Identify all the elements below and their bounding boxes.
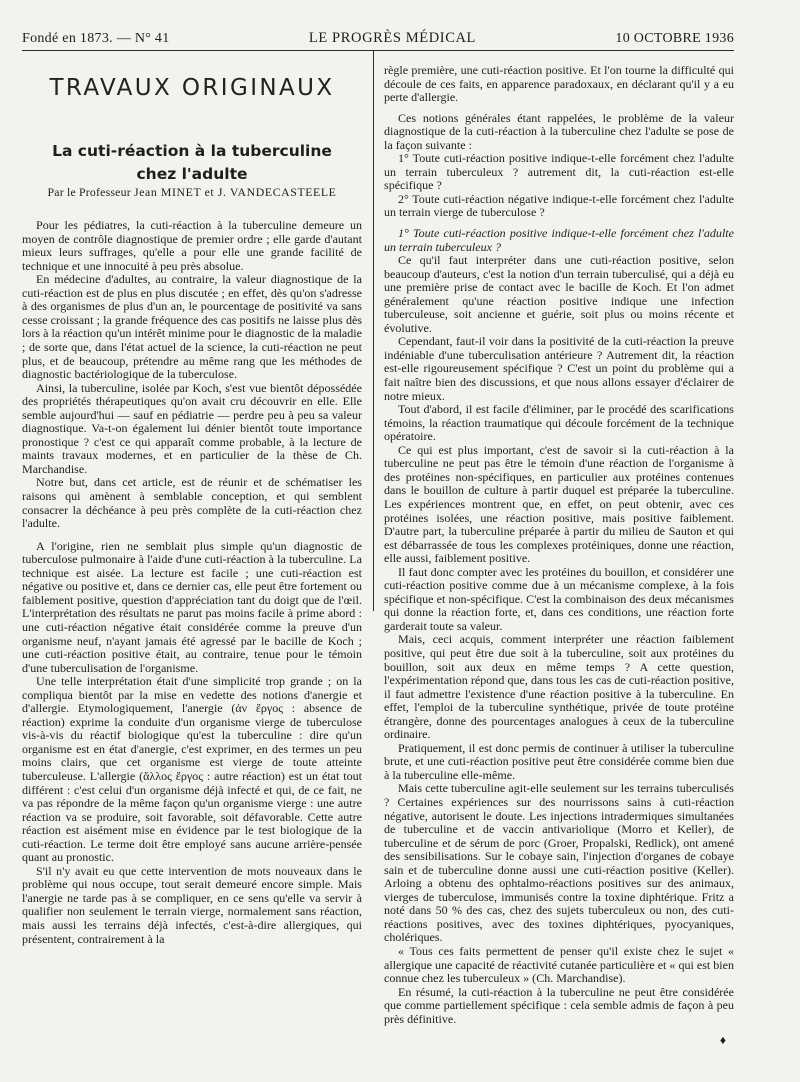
quotation: « Tous ces faits permettent de penser qu'il existe chez le sujet « allergique une capacité de réactivité cutanée particulière et « qui est bien connue chez les tuberculeux » (Ch. Marchandise). xyxy=(384,944,734,986)
question-1: 1° Toute cuti-réaction positive indique-t-elle forcément chez l'adulte un terrain tuberculeux ? autrement dit, la cuti-réaction est-elle spécifique ? xyxy=(384,151,734,193)
paragraph: Mais, ceci acquis, comment interpréter une réaction faiblement positive, qui peut être due soit à la tuberculine, soit aux protéines du bouillon, soit aux deux en même temps ? A cette question, l'expérimentation répond que, dans tous les cas de cuti-réaction positive, il faut admettre l'existence d'une réaction positive à la tuberculine. En effet, l'emploi de la tuberculine synthétique, privée de toute protéine étrangère, donne des pourcentages analogues à ceux de la tuberculine ordinaire. xyxy=(384,632,734,742)
left-body xyxy=(22,219,362,946)
paragraph: Notre but, dans cet article, est de réunir et de schématiser les raisons qui amènent à semblable conception, et qui semblent consacrer la déchéance à peu près complète de la cuti-réaction chez l'adulte. xyxy=(22,475,362,531)
title-line-1: La cuti-réaction à la tuberculine xyxy=(52,141,332,160)
issue-date: 10 OCTOBRE 1936 xyxy=(615,31,734,46)
right-column xyxy=(384,64,734,1048)
paragraph: En médecine d'adultes, au contraire, la valeur diagnostique de la cuti-réaction est de plus en plus discutée ; en effet, dès qu'on s'adresse à des organismes de plus d'un an, le pourcentage de positivité va sans cesse croissant ; la grande fréquence des cas positifs ne laisse plus dès lors à la réaction qu'un intérêt minime pour le diagnostic de la maladie ; de sorte que, dans l'état actuel de la science, la cuti-réaction ne peut plus, et de beaucoup, prétendre au même rang que les méthodes de diagnostic bactériologique de la tuberculose. xyxy=(22,272,362,382)
paragraph: Il faut donc compter avec les protéines du bouillon, et considérer une cuti-réaction positive comme due à un mécanisme complexe, à la fois spécifique et non-spécifique. C'est la combinaison des deux mécanismes qui donne la réaction forte, et, dans ces conditions, une réaction forte garderait toute sa valeur. xyxy=(384,564,734,633)
column-rule xyxy=(373,51,374,611)
article-title xyxy=(22,140,362,186)
title-line-2: chez l'adulte xyxy=(136,164,248,183)
paragraph: En résumé, la cuti-réaction à la tuberculine ne peut être considérée que comme partiellement spécifique : cela semble admis de façon à peu près définitive. xyxy=(384,984,734,1026)
journal-title: LE PROGRÈS MÉDICAL xyxy=(308,30,477,46)
subheading-question-1: 1° Toute cuti-réaction positive indique-t-elle forcément chez l'adulte un terrain tuberculeux ? xyxy=(384,226,734,254)
paragraph: Tout d'abord, il est facile d'éliminer, par le procédé des scarifications témoins, la réaction traumatique qui découle forcément de la technique opératoire. xyxy=(384,402,734,444)
paragraph: Ainsi, la tuberculine, isolée par Koch, s'est vue bientôt dépossédée des propriétés thérapeutiques qu'on avait cru découvrir en elle. Elle semble aujourd'hui — sauf en pédiatrie — perdre peu à peu sa valeur diagnostique. Va-t-on également lui dénier bientôt toute importance pronostique ? c'est ce qui apparaît comme probable, à la lecture de maints travaux modernes, et en particulier de la thèse de Ch. Marchandise. xyxy=(22,380,362,476)
left-column xyxy=(22,64,362,946)
section-heading: TRAVAUX ORIGINAUX xyxy=(49,75,335,101)
running-head xyxy=(22,30,734,47)
paragraph: S'il n'y avait eu que cette intervention de mots nouveaux dans le problème qui nous occupe, tout serait demeuré encore simple. Mais l'anergie ne tarde pas à se compliquer, en ce sens qu'elle va servir à qualifier non seulement le terrain vierge, normalement sans réaction, mais aussi les terrains déjà infectés, c'est-à-dire allergiques, qui présentent, contrairement à la xyxy=(22,863,362,946)
paragraph: Mais cette tuberculine agit-elle seulement sur les terrains tuberculisés ? Certaines expériences sur des nourrissons sains à cuti-réaction négative, autorisent le doute. Les injections intradermiques simultanées de tuberculine et de vaccin antivariolique (Morro et Keller), de tuberculine et de sérum de porc (Groer, Propalski, Redlick), ont amené des sensibilisations. Sur le cobaye sain, l'injection d'organes de cobaye sain et de tuberculine donne aussi une cuti-réaction positive (Keller). Arloing a obtenu des ophtalmo-réactions positives sur des animaux, vierges de tuberculose, immunisés contre la toxine diphtérique. Fritz a noté dans 50 % des cas, chez des sujets tuberculeux ou non, des cuti-réactions positives, avec des toxines diphtériques, pyocyaniques, cholériques. xyxy=(384,781,734,945)
paragraph: Cependant, faut-il voir dans la positivité de la cuti-réaction la preuve indéniable d'une tuberculisation antérieure ? Autrement dit, la réaction est-elle rigoureusement spécifique ? C'est un point du problème qui a fait naître bien des discussions, et que nous allons essayer d'éclairer de notre mieux. xyxy=(384,334,734,403)
byline-prefix: Par le Professeur xyxy=(47,184,131,199)
header-rule xyxy=(22,50,734,51)
paragraph: Une telle interprétation était d'une simplicité trop grande ; on la compliqua bientôt par la mise en vedette des notions d'anergie et d'allergie. Etymologiquement, l'anergie (ἀν ἔργος : absence de réaction) exprime la conduite d'un organisme vierge de tuberculose vis-à-vis du réactif biologique qu'est la tuberculine : dire qu'un organisme est en état d'anergie, c'est exprimer, en des termes un peu moins clairs, que cet organisme est vierge de toute atteinte tuberculeuse. L'allergie (ἄλλος ἔργος : autre réaction) est un état tout différent : c'est celui d'un organisme déjà infecté et qui, de ce fait, ne va pas répondre de la même façon qu'un organisme vierge : une autre réaction va se produire, soit favorable, soit défavorable. Cette autre réaction est aisément mise en évidence par le test biologique de la cuti-réaction. Le terme doit être employé sans aucune arrière-pensée quant au pronostic. xyxy=(22,674,362,865)
byline-authors: Jean MINET et J. VANDECASTEELE xyxy=(134,184,337,199)
question-2: 2° Toute cuti-réaction négative indique-t-elle forcément chez l'adulte un terrain vierge de tuberculose ? xyxy=(384,191,734,220)
paragraph: règle première, une cuti-réaction positive. Et l'on tourne la difficulté qui découle de ces faits, en apparence paradoxaux, en déclarant qu'il y a eu perte d'allergie. xyxy=(384,63,734,105)
founded-issue: Fondé en 1873. — N° 41 xyxy=(22,31,170,46)
paragraph: Pratiquement, il est donc permis de continuer à utiliser la tuberculine brute, et une cuti-réaction positive peut être considérée comme bien due à la tuberculine elle-même. xyxy=(384,740,734,782)
paragraph: Ces notions générales étant rappelées, le problème de la valeur diagnostique de la cuti-réaction à la tuberculine chez l'adulte se pose de la façon suivante : xyxy=(384,110,734,152)
paragraph: Pour les pédiatres, la cuti-réaction à la tuberculine demeure un moyen de contrôle diagnostique de premier ordre ; elle garde d'autant mieux leurs suffrages, qu'elle a pour elle une grande facilité de technique et une innocuité à peu près absolue. xyxy=(22,218,362,273)
paragraph: Ce qu'il faut interpréter dans une cuti-réaction positive, selon beaucoup d'auteurs, c'est la notion d'un terrain tuberculisé, qui a déjà eu une première prise de contact avec le bacille de Koch. Et l'on admet généralement qu'une réaction positive indique une infection tuberculeuse, soit ancienne et guérie, soit plus ou moins récente et évolutive. xyxy=(384,253,734,335)
byline xyxy=(22,186,362,200)
end-ornament: ♦ xyxy=(719,1033,726,1048)
paragraph: Ce qui est plus important, c'est de savoir si la cuti-réaction à la tuberculine ne peut pas être le témoin d'une réaction de l'organisme à des protéines non-spécifiques, en particulier aux protéines contenues dans le bouillon de culture à partir duquel est préparée la tuberculine. Les expériences montrent que, en effet, on peut obtenir, avec ces protéines isolées, une réaction positive, mais positive faiblement. D'autre part, la tuberculine préparée à partir du milieu de Sauton et qui est débarrassée de tous les complexes protéiniques, donne une réaction, elle aussi, faiblement positive. xyxy=(384,442,734,566)
paragraph: A l'origine, rien ne semblait plus simple qu'un diagnostic de tuberculose pulmonaire à l'aide d'une cuti-réaction à la tuberculine. La technique est aisée. La lecture est facile ; une cuti-réaction est négative ou positive et, dans ce dernier cas, elle peut être fortement ou faiblement positive, question d'appréciation tant du doigt que de l'œil. L'interprétation des résultats ne parut pas moins facile à prime abord : une cuti-réaction négative était considérée comme la preuve d'un organisme neuf, n'ayant jamais été agressé par le bacille de Koch ; une cuti-réaction positive était, au contraire, tenue pour le témoin d'une tuberculisation de l'organisme. xyxy=(22,538,362,675)
